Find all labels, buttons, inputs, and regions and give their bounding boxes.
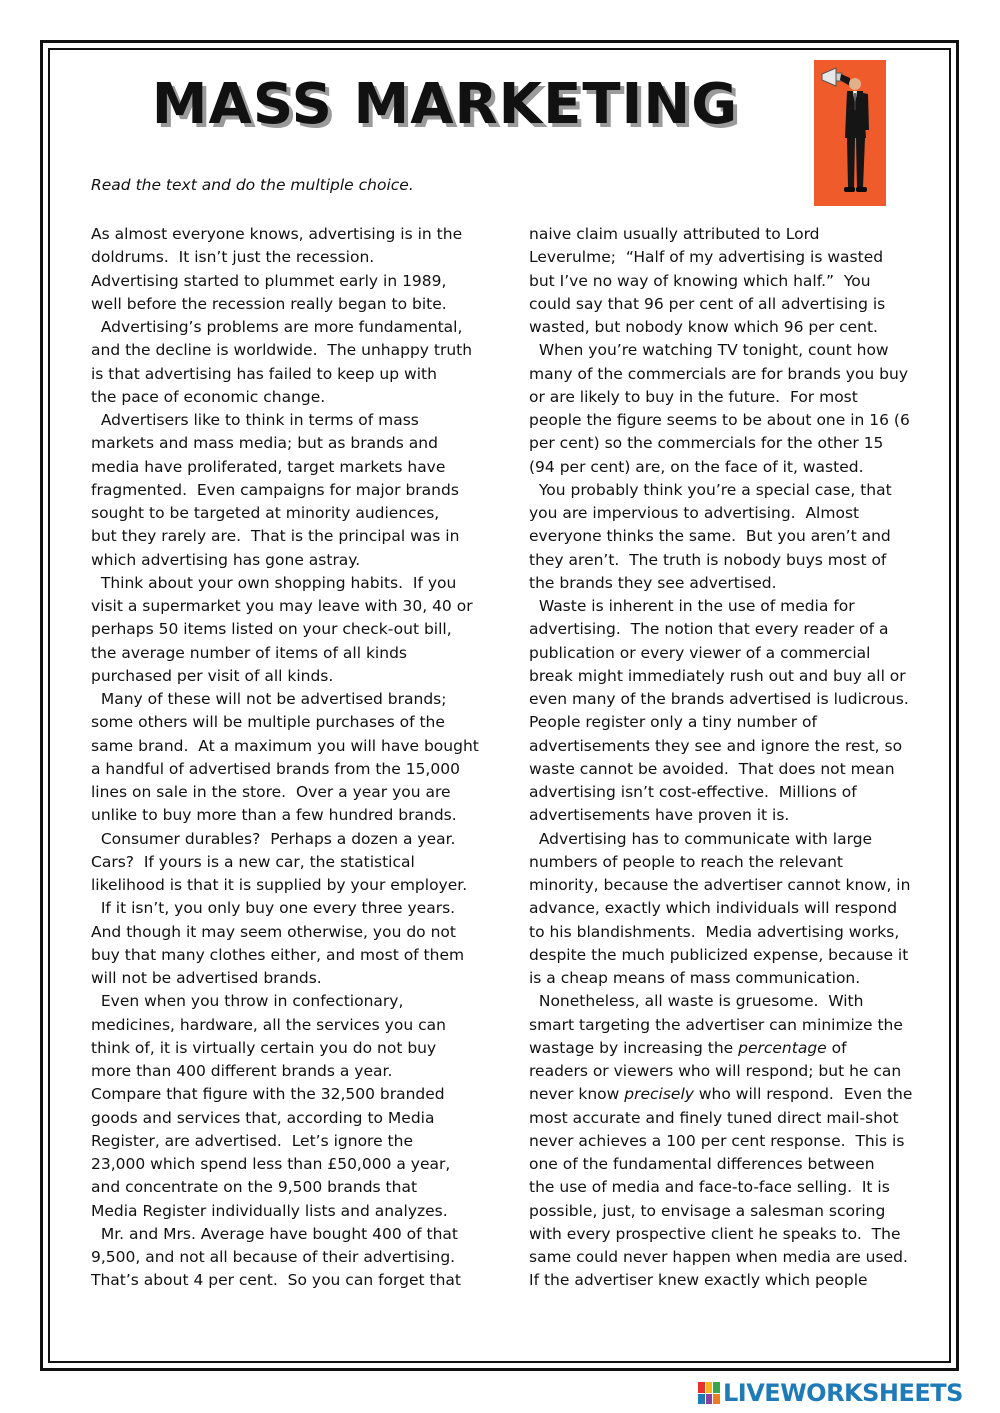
emphasized-word: percentage (738, 1038, 827, 1057)
article-line: unlike to buy more than a few hundred brands. (91, 806, 457, 825)
article-line: could say that 96 per cent of all advertising is (529, 294, 886, 313)
article-line: more than 400 different brands a year. (91, 1062, 393, 1080)
article-line: smart targeting the advertiser can minimize the (529, 1015, 903, 1034)
article-line: purchased per visit of all kinds. (91, 666, 334, 685)
article-line: waste cannot be avoided. That does not mean (529, 759, 895, 778)
article-line: numbers of people to reach the relevant (529, 852, 844, 871)
article-line: Advertising has to communicate with large (529, 829, 873, 848)
emphasized-word: precisely (624, 1085, 694, 1104)
article-line: markets and mass media; but as brands and (91, 434, 438, 453)
article-line: 23,000 which spend less than £50,000 a year, (91, 1155, 451, 1173)
article-line: most accurate and finely tuned direct mail-shot (529, 1108, 899, 1127)
article-line: Advertising started to plummet early in 1989, (91, 271, 447, 290)
article-line: Advertisers like to think in terms of mass (91, 411, 419, 429)
article-left-column (91, 223, 479, 1293)
article-line: As almost everyone knows, advertising is in the (91, 225, 463, 243)
article-line: People register only a tiny number of (529, 713, 817, 732)
article-line: even many of the brands advertised is ludicrous. (529, 690, 909, 708)
article-line: advertisements have proven it is. (529, 806, 790, 825)
article-line: And though it may seem otherwise, you do not (91, 922, 456, 941)
article-line: 9,500, and not all because of their advertising. (91, 1248, 456, 1266)
article-line: That’s about 4 per cent. So you can forget that (91, 1271, 461, 1290)
article-line: or are likely to buy in the future. For most (529, 387, 858, 406)
article-line: publication or every viewer of a commercial (529, 643, 871, 662)
article-line: Compare that figure with the 32,500 branded (91, 1085, 445, 1104)
article-line: some others will be multiple purchases of the (91, 713, 445, 732)
article-line: and concentrate on the 9,500 brands that (91, 1178, 418, 1197)
article-line: the average number of items of all kinds (91, 643, 407, 662)
article-line: which advertising has gone astray. (91, 550, 361, 569)
liveworksheets-brand-text: LIVEWORKSHEETS (723, 1379, 963, 1407)
article-line: Many of these will not be advertised brands; (91, 690, 447, 708)
article-line: visit a supermarket you may leave with 30, 40 or (91, 597, 473, 615)
article-line: Leverulme; “Half of my advertising is wasted (529, 248, 884, 267)
article-line: minority, because the advertiser cannot know, in (529, 876, 911, 894)
article-line: Waste is inherent in the use of media for (529, 597, 855, 615)
article-line: Advertising’s problems are more fundamental, (91, 318, 463, 336)
article-line: Consumer durables? Perhaps a dozen a year. (91, 829, 456, 848)
article-line: to his blandishments. Media advertising works, (529, 922, 900, 941)
article-line: Think about your own shopping habits. If you (91, 573, 457, 592)
instruction-text: Read the text and do the multiple choice. (91, 176, 414, 194)
article-line: If it isn’t, you only buy one every three years. (91, 899, 456, 918)
article-line: (94 per cent) are, on the face of it, wasted. (529, 457, 864, 476)
article-line: one of the fundamental differences between (529, 1155, 875, 1173)
article-line: never know precisely who will respond. Even the (529, 1085, 913, 1104)
article-line: Mr. and Mrs. Average have bought 400 of that (91, 1224, 458, 1243)
article-line: If the advertiser knew exactly which people (529, 1271, 868, 1290)
article-line: per cent) so the commercials for the other 15 (529, 434, 884, 453)
article-line: advertising. The notion that every reader of a (529, 620, 889, 639)
article-line: will not be advertised brands. (91, 969, 322, 987)
article-line: advance, exactly which individuals will respond (529, 899, 898, 918)
article-line: media have proliferated, target markets have (91, 457, 446, 476)
legs (847, 138, 855, 188)
article-line: medicines, hardware, all the services you can (91, 1015, 446, 1034)
article-line: despite the much publicized expense, because it (529, 945, 909, 964)
article-line: they aren’t. The truth is nobody buys most of (529, 550, 887, 569)
article-line: likelihood is that it is supplied by your employer. (91, 876, 468, 894)
article-line: You probably think you’re a special case, that (529, 480, 892, 499)
article-line: the brands they see advertised. (529, 573, 777, 592)
article-line: When you’re watching TV tonight, count how (529, 341, 889, 360)
article-line: but they rarely are. That is the principal was in (91, 527, 460, 546)
article-line: possible, just, to envisage a salesman scoring (529, 1201, 886, 1220)
article-line: sought to be targeted at minority audiences, (91, 504, 440, 522)
article-line: is a cheap means of mass communication. (529, 969, 861, 987)
article-line: readers or viewers who will respond; but he can (529, 1062, 902, 1080)
article-line: people the figure seems to be about one in 16 (6 (529, 411, 910, 429)
article-line: everyone thinks the same. But you aren’t and (529, 527, 891, 546)
article-line: but I’ve no way of knowing which half.” You (529, 271, 871, 290)
article-line: doldrums. It isn’t just the recession. (91, 248, 375, 267)
article-line: advertisements they see and ignore the rest, so (529, 736, 903, 755)
article-line: the use of media and face-to-face selling. It is (529, 1178, 890, 1197)
article-line: break might immediately rush out and buy all or (529, 666, 906, 685)
article-line: wasted, but nobody know which 96 per cent. (529, 318, 878, 336)
article-line: never achieves a 100 per cent response. This is (529, 1131, 905, 1150)
liveworksheets-logo-icon (698, 1382, 720, 1404)
article-line: fragmented. Even campaigns for major brands (91, 480, 459, 499)
article-line: goods and services that, according to Media (91, 1108, 435, 1127)
article-line: the pace of economic change. (91, 387, 326, 406)
article-line: naive claim usually attributed to Lord (529, 225, 820, 243)
man-with-megaphone-icon (814, 60, 886, 206)
article-line: think of, it is virtually certain you do not buy (91, 1038, 437, 1057)
article-line: Cars? If yours is a new car, the statistical (91, 852, 415, 871)
article-right-column (529, 223, 914, 1293)
head (849, 78, 861, 90)
article-line: and the decline is worldwide. The unhappy truth (91, 341, 473, 360)
article-line: wastage by increasing the percentage of (529, 1038, 847, 1057)
article-line: perhaps 50 items listed on your check-out bill, (91, 620, 452, 639)
article-line: advertising isn’t cost-effective. Millions of (529, 783, 857, 801)
article-line: many of the commercials are for brands you buy (529, 364, 909, 383)
worksheet-title: MASS MARKETING (151, 72, 739, 137)
liveworksheets-logo[interactable] (698, 1380, 963, 1406)
article-line: same could never happen when media are used. (529, 1248, 908, 1266)
article-line: a handful of advertised brands from the 15,000 (91, 759, 460, 778)
article-line: Media Register individually lists and analyzes. (91, 1201, 448, 1220)
article-line: is that advertising has failed to keep up with (91, 364, 437, 383)
article-line: Register, are advertised. Let’s ignore the (91, 1131, 413, 1150)
article-line: same brand. At a maximum you will have bought (91, 736, 479, 755)
article-line: with every prospective client he speaks to. The (529, 1224, 901, 1243)
article-line: Nonetheless, all waste is gruesome. With (529, 992, 864, 1011)
article-line: lines on sale in the store. Over a year you are (91, 783, 451, 801)
article-line: Even when you throw in confectionary, (91, 992, 404, 1011)
article-line: you are impervious to advertising. Almost (529, 504, 860, 522)
article-line: well before the recession really began to bite. (91, 294, 447, 313)
article-line: buy that many clothes either, and most of them (91, 945, 465, 964)
